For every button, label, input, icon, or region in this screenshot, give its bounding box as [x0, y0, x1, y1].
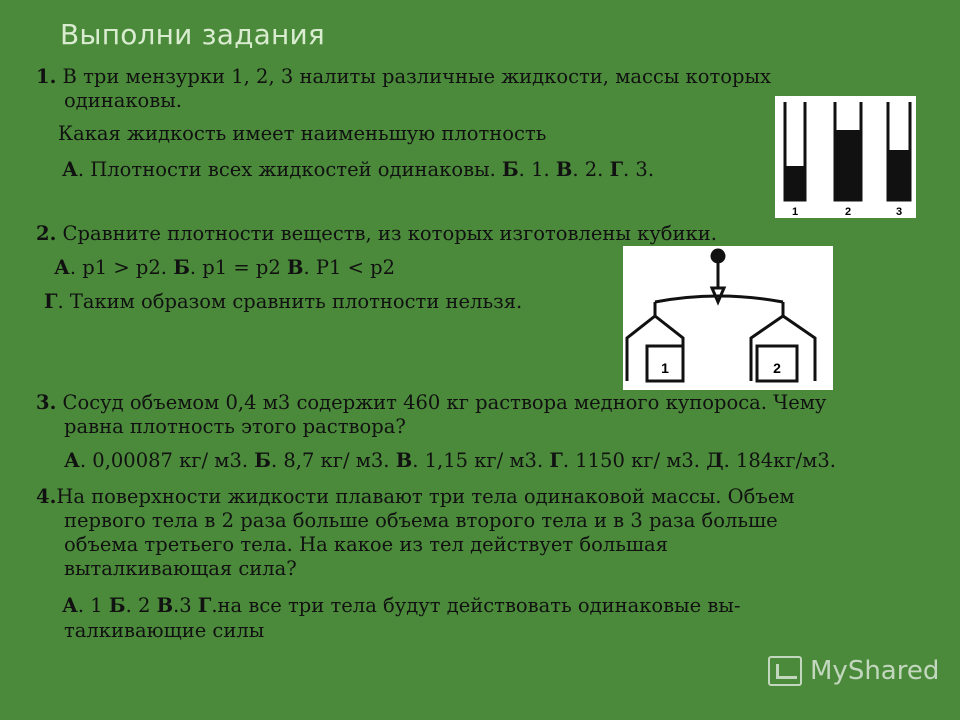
q2-line-1 [36, 221, 717, 246]
q1-text-2: одинаковы. [64, 89, 182, 112]
beaker-1 [785, 102, 805, 200]
q3-option-a: А [64, 449, 80, 472]
q3-number: 3. [36, 391, 57, 414]
q1-answers [62, 157, 654, 182]
q1-option-v-text: . 2. [572, 158, 610, 181]
q1-option-b: Б [502, 158, 519, 181]
myshared-logo-icon [768, 656, 802, 686]
balance-figure [623, 246, 833, 390]
q3-option-g-text: . 1150 кг/ м3. [562, 449, 707, 472]
q2-option-a: А [54, 256, 70, 279]
q1-option-v: В [555, 158, 573, 181]
watermark-text: MyShared [810, 656, 940, 686]
q2-option-b: Б [173, 256, 190, 279]
q3-option-v: В [395, 449, 413, 472]
q2-option-a-text: . p1 > p2. [69, 256, 174, 279]
q3-option-d-text: . 184кг/м3. [723, 449, 836, 472]
beaker-label-1: 1 [791, 206, 799, 218]
q1-text-1: В три мензурки 1, 2, 3 налиты различные жидкости, массы которых [56, 65, 772, 88]
beaker-3 [888, 102, 910, 200]
q2-text-1: Сравните плотности веществ, из которых изготовлены кубики. [56, 222, 717, 245]
q3-answers [64, 448, 836, 473]
beakers-figure [775, 96, 916, 218]
q4-option-g: Г [197, 594, 212, 617]
q1-line-1 [36, 64, 771, 89]
q4-option-g-text: .на все три тела будут действовать одинаковые вы- [211, 594, 741, 617]
q2-option-g-text: . Таким образом сравнить плотности нельзя. [57, 290, 523, 313]
q4-option-a: А [62, 594, 78, 617]
q3-option-a-text: . 0,00087 кг/ м3. [79, 449, 255, 472]
q3-option-b: Б [254, 449, 271, 472]
q2-option-v: В [287, 256, 304, 279]
q4-text-4: выталкивающая сила? [64, 557, 297, 580]
q1-option-g: Г [609, 158, 624, 181]
q4-number: 4. [36, 485, 57, 508]
q3-text-1: Сосуд объемом 0,4 м3 содержит 460 кг раствора медного купороса. Чему [56, 391, 827, 414]
q3-option-g: Г [549, 449, 563, 472]
q4-option-v-text: .3 [173, 594, 198, 617]
q4-option-v: В [156, 594, 174, 617]
q1-option-a: А [62, 158, 78, 181]
balance-svg [623, 246, 833, 390]
q1-option-g-text: . 3. [623, 158, 655, 181]
q2-number: 2. [36, 222, 57, 245]
q3-option-d: Д [706, 449, 724, 472]
q2-option-b-text: . p1 = p2 [189, 256, 287, 279]
q3-line-1 [36, 390, 826, 415]
q1-number: 1. [36, 65, 57, 88]
q4-text-1: На поверхности жидкости плавают три тела одинаковой массы. Объем [56, 485, 795, 508]
myshared-watermark[interactable] [768, 656, 939, 686]
slide-title: Выполни задания [60, 18, 325, 51]
q4-option-a-text: . 1 [77, 594, 109, 617]
q4-text-3: объема третьего тела. На какое из тел действует большая [64, 533, 668, 556]
q2-option-g: Г [44, 290, 58, 313]
beaker-label-3: 3 [895, 206, 903, 218]
q3-option-b-text: . 8,7 кг/ м3. [270, 449, 396, 472]
balance-scale [627, 250, 815, 381]
q1-option-a-text: . Плотности всех жидкостей одинаковы. [77, 158, 502, 181]
q2-answers-1 [54, 255, 395, 280]
q3-text-2: равна плотность этого раствора? [64, 415, 406, 438]
beaker-2 [835, 102, 861, 200]
q4-option-b-text: . 2 [125, 594, 157, 617]
beaker-label-2: 2 [844, 206, 852, 218]
q4-line-1 [36, 484, 795, 509]
q4-option-b: Б [108, 594, 126, 617]
q2-option-v-text: . P1 < p2 [303, 256, 396, 279]
q4-text-2: первого тела в 2 раза больше объема второго тела и в 3 раза больше [64, 509, 778, 532]
q1-option-b-text: . 1. [518, 158, 556, 181]
q4-answers [62, 593, 741, 618]
q4-answer-continuation: талкивающие силы [64, 619, 265, 642]
q3-option-v-text: . 1,15 кг/ м3. [412, 449, 550, 472]
q2-answers-2 [44, 289, 522, 314]
beakers-svg [775, 96, 916, 218]
q1-question: Какая жидкость имеет наименьшую плотность [58, 122, 547, 145]
cube-label-1: 1 [661, 360, 669, 376]
cube-label-2: 2 [773, 360, 781, 376]
